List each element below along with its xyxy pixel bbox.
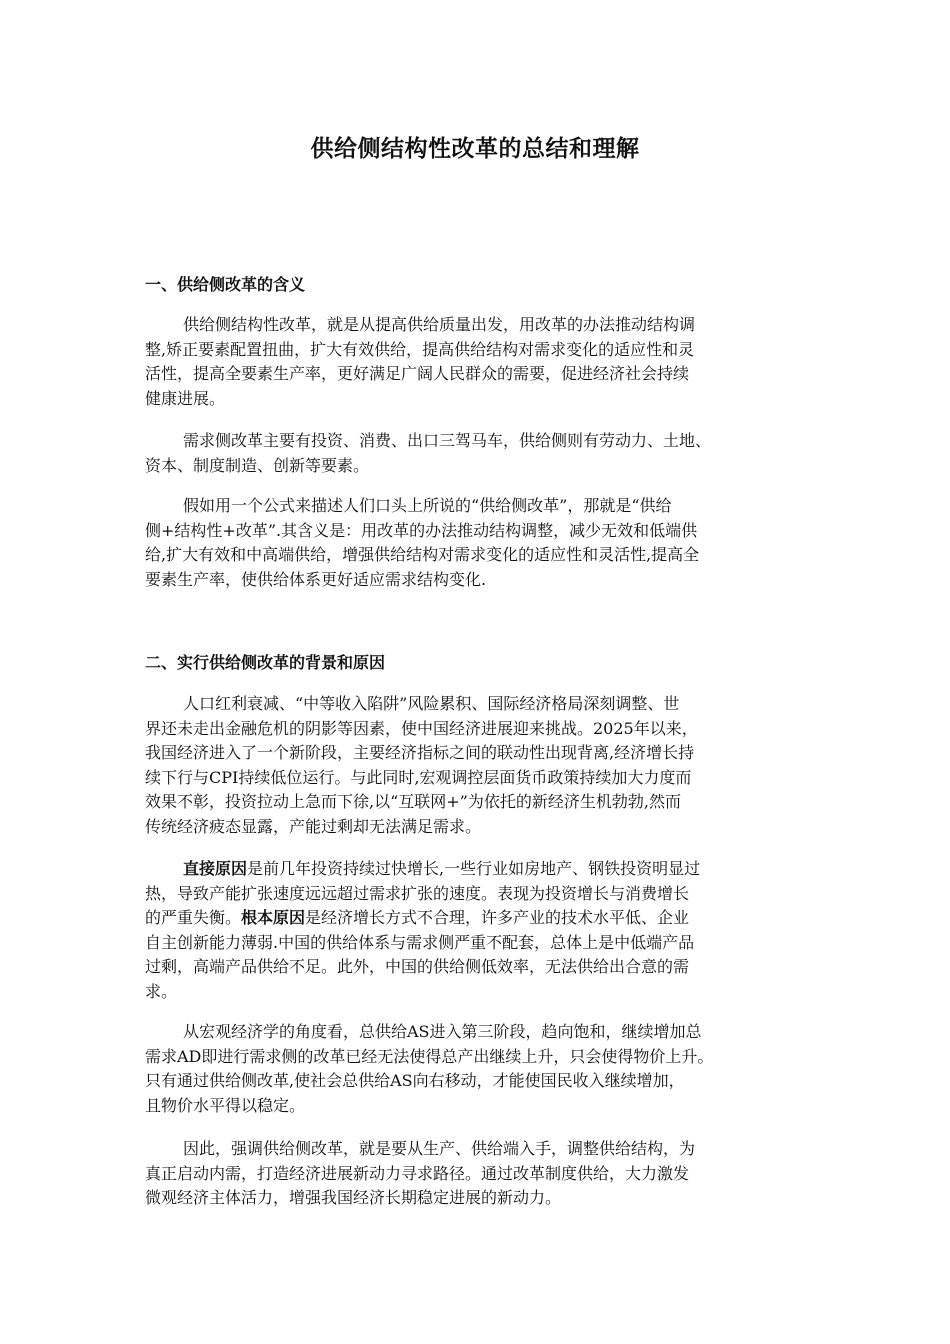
paragraph-line: 效果不彰，投资拉动上急而下徐,以“互联网+”为依托的新经济生机勃勃,然而 (145, 792, 681, 811)
paragraph-text: 是经济增长方式不合理，许多产业的技术水平低、企业 (305, 908, 690, 927)
paragraph-line: 过剩，高端产品供给不足。此外，中国的供给侧低效率，无法供给出合意的需 (145, 957, 690, 976)
paragraph (145, 429, 815, 478)
paragraph-line: 真正启动内需，打造经济进展新动力寻求路径。通过改革制度供给，大力激发 (145, 1163, 690, 1183)
paragraph-line: 假如用一个公式来描述人们口头上所说的“供给侧改革”，那就是“供给 (183, 496, 672, 515)
paragraph-line: 微观经济主体活力，增强我国经济长期稳定进展的新动力。 (145, 1188, 562, 1207)
paragraph-text: 的严重失衡。 (145, 908, 242, 927)
paragraph-line: 界还未走出金融危机的阴影等因素，使中国经济进展迎来挑战。2025年以来， (145, 718, 698, 738)
paragraph (145, 494, 815, 592)
paragraph-line: 需求侧改革主要有投资、消费、出口三驾马车，供给侧则有劳动力、土地、 (183, 431, 712, 450)
paragraph-line (145, 906, 815, 931)
paragraph (145, 1137, 815, 1211)
paragraph-line: 健康进展。 (145, 388, 226, 408)
paragraph (145, 692, 815, 839)
paragraph-line: 侧+结构性+改革”.其含义是：用改革的办法推动结构调整，减少无效和低端供 (145, 520, 698, 540)
paragraph-line: 因此，强调供给侧改革，就是要从生产、供给端入手，调整供给结构，为 (183, 1139, 696, 1158)
paragraph (145, 1020, 815, 1118)
paragraph-line: 传统经济疲态显露，产能过剩却无法满足需求。 (145, 816, 482, 836)
paragraph-line: 整,矫正要素配置扭曲，扩大有效供给，提高供给结构对需求变化的适应性和灵 (145, 339, 695, 359)
paragraph-line: 活性，提高全要素生产率，更好满足广阔人民群众的需要，促进经济社会持续 (145, 364, 690, 383)
paragraph-text: 是前几年投资持续过快增长,一些行业如房地产、钢铁投资明显过 (247, 859, 701, 878)
paragraph (145, 857, 815, 1004)
document-title: 供给侧结构性改革的总结和理解 (310, 136, 640, 162)
paragraph-line: 求。 (145, 981, 178, 1001)
paragraph-line: 要素生产率，使供给体系更好适应需求结构变化. (145, 569, 487, 589)
paragraph-line: 我国经济进入了一个新阶段，主要经济指标之间的联动性出现背离,经济增长持 (145, 743, 695, 762)
paragraph-line: 给,扩大有效和中高端供给，增强供给结构对需求变化的适应性和灵活性,提高全 (145, 545, 700, 564)
paragraph-line: 从宏观经济学的角度看，总供给AS进入第三阶段，趋向饱和，继续增加总 (183, 1022, 702, 1041)
paragraph-line: 只有通过供给侧改革,使社会总供给AS向右移动，才能使国民收入继续增加， (145, 1071, 685, 1090)
paragraph (145, 313, 815, 411)
paragraph-line: 自主创新能力薄弱.中国的供给体系与需求侧严重不配套，总体上是中低端产品 (145, 932, 695, 952)
paragraph-line (145, 857, 815, 882)
emphasis-root-cause: 根本原因 (241, 908, 306, 927)
section-heading-background: 二、实行供给侧改革的背景和原因 (145, 653, 386, 672)
paragraph-line: 供给侧结构性改革，就是从提高供给质量出发，用改革的办法推动结构调 (183, 315, 696, 334)
paragraph-line: 热，导致产能扩张速度远远超过需求扩张的速度。表现为投资增长与消费增长 (145, 883, 690, 903)
paragraph-line: 人口红利衰减、“中等收入陷阱”风险累积、国际经济格局深刻调整、世 (183, 694, 680, 713)
section-heading-meaning: 一、供给侧改革的含义 (145, 275, 306, 294)
paragraph-line: 需求AD即进行需求侧的改革已经无法使得总产出继续上升，只会使得物价上升。 (145, 1046, 714, 1066)
emphasis-direct-cause: 直接原因 (183, 859, 248, 878)
paragraph-line: 资本、制度制造、创新等要素。 (145, 455, 370, 475)
paragraph-line: 续下行与CPI持续低位运行。与此同时,宏观调控层面货币政策持续加大力度而 (145, 767, 692, 787)
paragraph-line: 且物价水平得以稳定。 (145, 1095, 306, 1115)
